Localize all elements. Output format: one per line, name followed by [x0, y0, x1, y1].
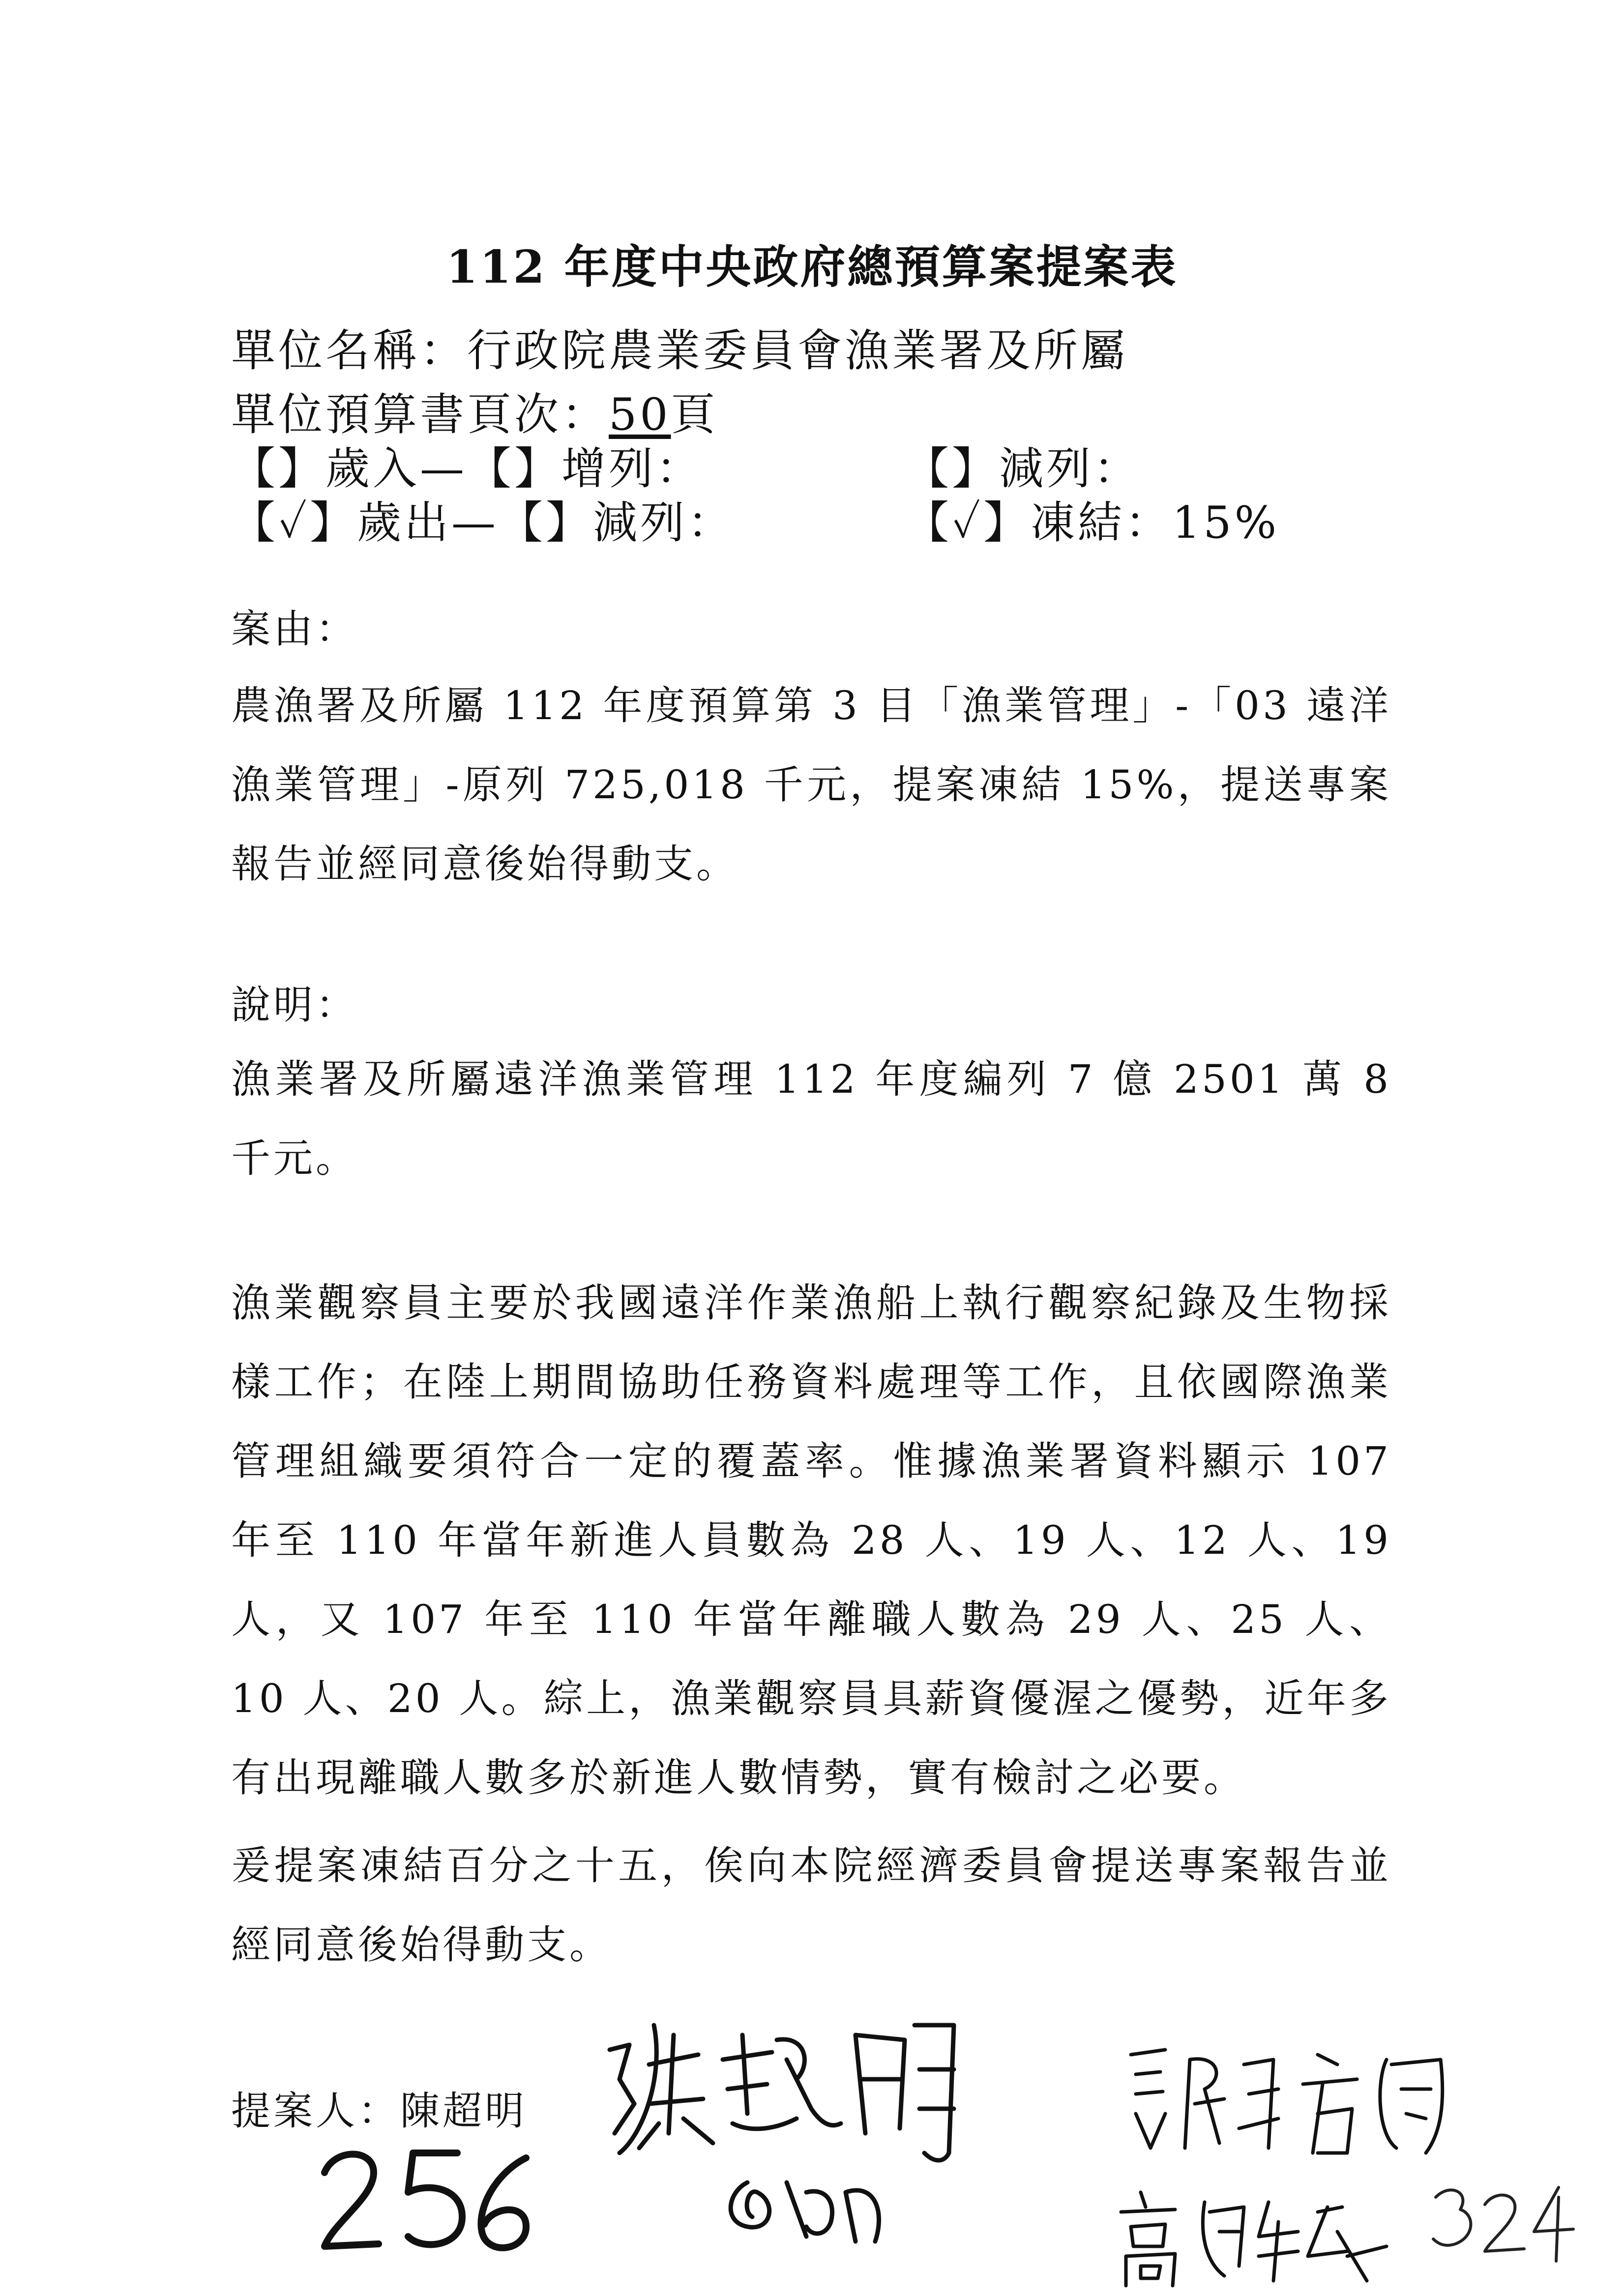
explanation-para-2: 漁業觀察員主要於我國遠洋作業漁船上執行觀察紀錄及生物採樣工作；在陸上期間協助任務資料處理等工作，且依國際漁業管理組織要須符合一定的覆蓋率。惟據漁業署資料顯示 107 年至 110 年當年新進人員數為 28 人、19 人、12 人、19 人，又 107 年至 110 年當年離職人數為 29 人、25 人、10 人、20 人。綜上，漁業觀察員具薪資優渥之優勢，近年多有出現離職人數多於新進人數情勢，實有檢討之必要。	[231, 1280, 1391, 1801]
revenue-line: 【】歲入—【】增列：	[231, 443, 703, 494]
handwritten-number-324	[1426, 2178, 1583, 2266]
document-title: 112 年度中央政府總預算案提案表	[446, 240, 1178, 293]
proposer-label: 提案人：陳超明	[231, 2088, 527, 2134]
handwritten-signature-2	[1121, 2035, 1475, 2173]
handwritten-signature-1	[600, 2005, 993, 2281]
expense-line: 【✓】歲出—【】減列：	[231, 497, 735, 549]
explanation-label: 說明：	[231, 982, 358, 1028]
case-text: 農漁署及所屬 112 年度預算第 3 目「漁業管理」-「03 遠洋漁業管理」-原列 725,018 千元，提案凍結 15%，提送專案報告並經同意後始得動支。	[231, 683, 1391, 887]
budget-page-number: 50	[609, 389, 671, 440]
case-label: 案由：	[231, 606, 358, 652]
explanation-para-1: 漁業署及所屬遠洋漁業管理 112 年度編列 7 億 2501 萬 8 千元。	[231, 1056, 1391, 1181]
handwritten-signature-3	[1111, 2182, 1416, 2291]
expense-freeze: 【✓】凍結：15%	[905, 497, 1280, 549]
revenue-reduce: 【】減列：	[905, 443, 1141, 494]
budget-page-suffix: 頁	[671, 389, 718, 440]
handwritten-number-256	[315, 2138, 541, 2266]
budget-page-prefix: 單位預算書頁次：	[231, 389, 609, 440]
explanation-para-3: 爰提案凍結百分之十五，俟向本院經濟委員會提送專案報告並經同意後始得動支。	[231, 1843, 1391, 1968]
unit-name: 單位名稱：行政院農業委員會漁業署及所屬	[231, 325, 1128, 377]
